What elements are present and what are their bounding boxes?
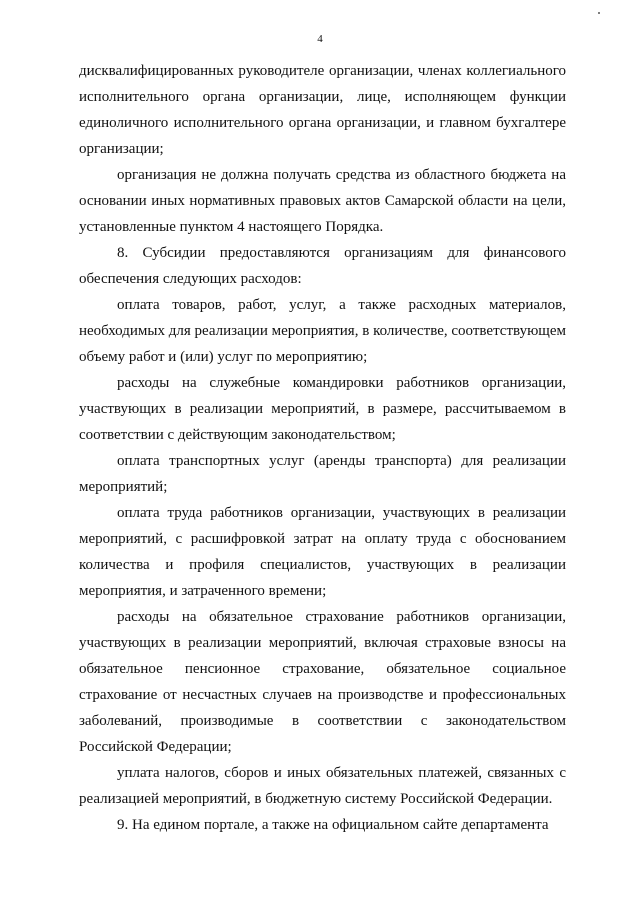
paragraph-insurance: расходы на обязательное страхование работников организации, участвующих в реализации мероприятий, включая страховые взносы на обязательное пенсионное страхование, обязательное социальное страхование от несчастных случаев на производстве и профессиональных заболеваний, производимые в соответствии с законодательством Российской Федерации; (79, 609, 566, 755)
paragraph-business-trips: расходы на служебные командировки работников организации, участвующих в реализации мероприятий, в размере, рассчитываемом в соответствии с действующим законодательством; (79, 375, 566, 443)
paragraph-item-9: 9. На едином портале, а также на официальном сайте департамента (117, 817, 549, 833)
paragraph-labor-payment: оплата труда работников организации, участвующих в реализации мероприятий, с расшифровкой затрат на оплату труда с обоснованием количества и профиля специалистов, участвующих в реализации мероприятия, и затраченного времени; (79, 505, 566, 599)
paragraph-no-other-funds: организация не должна получать средства из областного бюджета на основании иных нормативных правовых актов Самарской области на цели, установленные пунктом 4 настоящего Порядка. (79, 167, 566, 235)
scan-dot-mark (598, 12, 600, 14)
paragraph-transport: оплата транспортных услуг (аренды транспорта) для реализации мероприятий; (79, 453, 566, 495)
paragraph-item-8: 8. Субсидии предоставляются организациям для финансового обеспечения следующих расходов: (79, 245, 566, 287)
paragraph-taxes: уплата налогов, сборов и иных обязательных платежей, связанных с реализацией мероприятий, в бюджетную систему Российской Федерации. (79, 765, 566, 807)
body-text (79, 58, 566, 838)
paragraph-disqualified-persons: дисквалифицированных руководителе организации, членах коллегиального исполнительного органа организации, лице, исполняющем функции единоличного исполнительного органа организации, и главном бухгалтере организации; (79, 63, 566, 157)
paragraph-goods-payment: оплата товаров, работ, услуг, а также расходных материалов, необходимых для реализации мероприятия, в количестве, соответствующем объему работ и (или) услуг по мероприятию; (79, 297, 566, 365)
page-number: 4 (317, 33, 323, 45)
